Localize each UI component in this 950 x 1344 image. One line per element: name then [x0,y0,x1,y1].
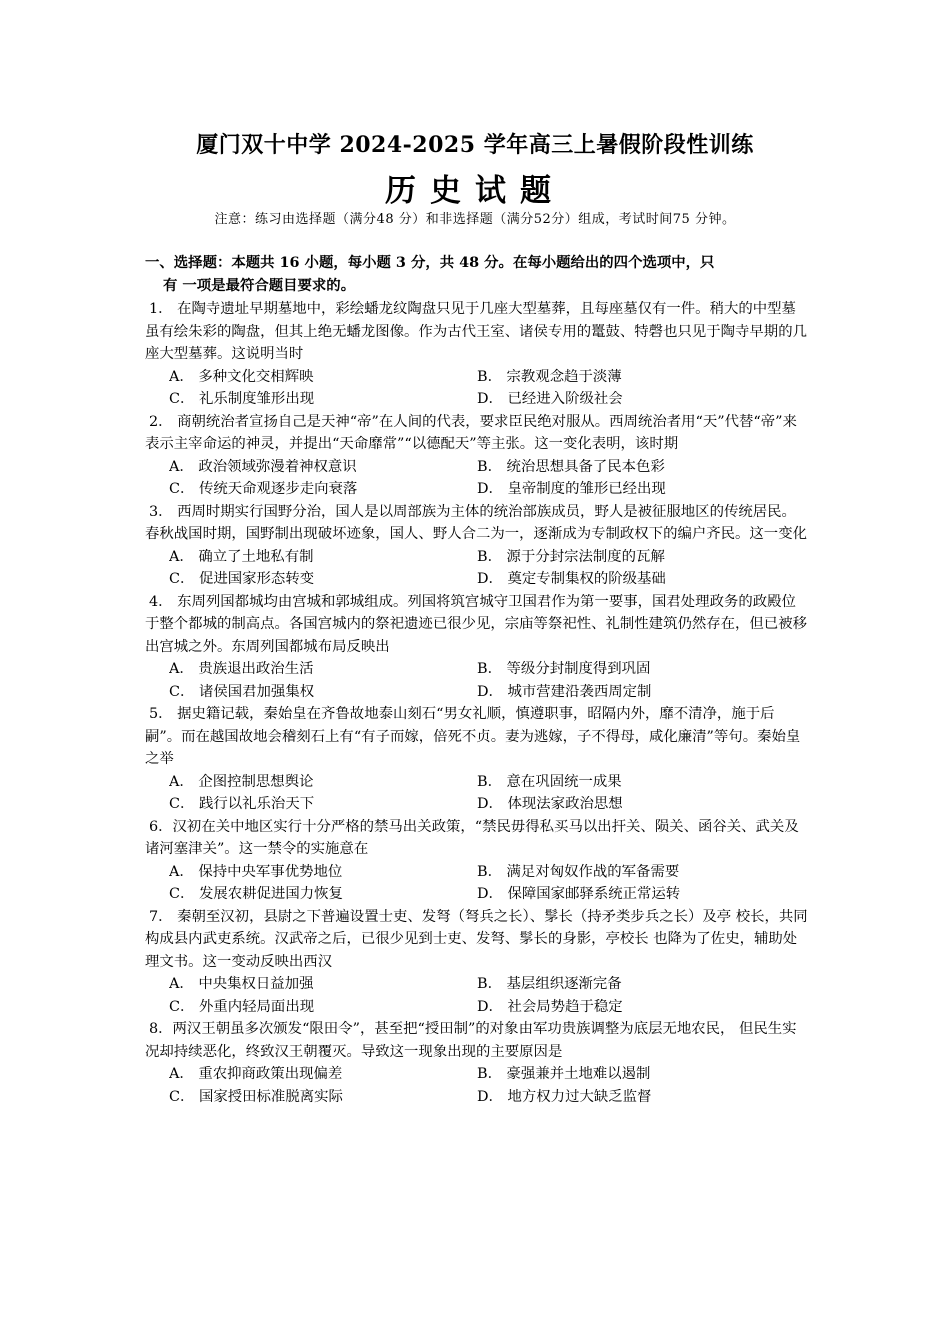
exam-notice: 注意：练习由选择题（满分48 分）和非选择题（满分52分）组成，考试时间75 分钟。 [214,212,736,227]
option-b: B． 宗教观念趋于淡薄 [477,368,622,385]
option-b: B． 等级分封制度得到巩固 [477,661,651,677]
option-grid [145,366,810,411]
option-c: C． 礼乐制度雏形出现 [169,391,315,407]
section-heading [145,252,810,297]
question-stem: 8．两汉王朝虽多次颁发“限田令”，甚至把“授田制”的对象由军功贵族调整为底层无地农民， 但民生实况却持续恶化，终致汉王朝覆灭。导致这一现象出现的主要原因是 [145,1021,797,1060]
question-5 [145,703,810,816]
option-c: C． 发展农耕促进国力恢复 [169,886,343,902]
question-1 [145,298,810,411]
question-stem: 6．汉初在关中地区实行十分严格的禁马出关政策，“禁民毋得私买马以出扞关、陨关、函谷关、武关及诸河塞津关”。这一禁令的实施意在 [145,818,799,857]
question-3 [145,501,810,591]
option-d: D． 体现法家政治思想 [477,796,623,812]
option-d: D． 皇帝制度的雏形已经出现 [477,481,666,497]
option-a: A． 企图控制思想舆论 [169,773,314,790]
option-c: C． 促进国家形态转变 [169,571,315,587]
question-list [145,298,810,1108]
option-c: C． 国家授田标准脱离实际 [169,1088,343,1105]
question-stem: 1． 在陶寺遗址早期墓地中，彩绘蟠龙纹陶盘只见于几座大型墓葬，且每座墓仅有一件。稍大的中型墓虽有绘朱彩的陶盘，但其上绝无蟠龙图像。作为古代王室、诸侯专用的鼍鼓、特磬也只见于陶寺早期的几座大型墓葬。这说明当时 [145,301,807,362]
option-grid [145,1063,810,1108]
exam-subject: 历史试题 [385,173,565,209]
option-c: C． 践行以礼乐治天下 [169,796,315,812]
option-a: A． 保持中央军事优势地位 [169,863,343,880]
option-a: A． 多种文化交相辉映 [169,368,314,385]
option-d: D． 保障国家邮驿系统正常运转 [477,886,681,902]
option-a: A． 确立了土地私有制 [169,548,314,565]
question-stem: 5． 据史籍记载，秦始皇在齐鲁故地泰山刻石“男女礼顺，慎遵职事，昭隔内外，靡不清净，施于后嗣”。而在越国故地会稽刻石上有“有子而嫁，倍死不贞。妻为逃嫁，子不得母，咸化廉清”等句。秦始皇之举 [145,706,801,767]
option-a: A． 重农抑商政策出现偏差 [169,1066,343,1082]
question-stem: 7． 秦朝至汉初，县尉之下普遍设置士吏、发弩（弩兵之长）、髳长（持矛类步兵之长）及亭 校长，共同构成县内武吏系统。汉武帝之后，已很少见到士吏、发弩、髳长的身影，亭校长 也降为了佐史，辅助处理文书。这一变动反映出西汉 [145,908,808,970]
option-grid [145,771,810,816]
option-a: A． 贵族退出政治生活 [169,661,314,677]
option-a: A． 政治领域弥漫着神权意识 [169,458,357,475]
option-grid [145,456,810,501]
option-d: D． 城市营建沿袭西周定制 [477,683,652,700]
option-grid [145,546,810,591]
option-a: A． 中央集权日益加强 [169,976,314,992]
question-6 [145,816,810,906]
option-b: B． 基层组织逐渐完备 [477,976,622,992]
option-b: B． 意在巩固统一成果 [477,773,622,790]
option-b: B． 源于分封宗法制度的瓦解 [477,548,665,565]
question-stem: 3． 西周时期实行国野分治，国人是以周部族为主体的统治部族成员，野人是被征服地区的传统居民。春秋战国时期，国野制出现破坏迹象，国人、野人合二为一，逐渐成为专制政权下的编户齐民。这一变化 [145,503,807,542]
exam-title: 厦门双十中学 2024-2025 学年高三上暑假阶段性训练 [196,132,754,158]
option-grid [145,861,810,906]
exam-content [145,252,810,1108]
option-c: C． 外重内轻局面出现 [169,998,315,1015]
option-d: D． 地方权力过大缺乏监督 [477,1088,652,1105]
section-heading-line2: 有 一项是最符合题目要求的。 [163,276,356,294]
option-b: B． 豪强兼并土地难以遏制 [477,1066,651,1082]
option-grid [145,973,810,1018]
option-c: C． 诸侯国君加强集权 [169,683,315,700]
question-2 [145,411,810,501]
question-stem: 2． 商朝统治者宣扬自己是天神“帝”在人间的代表，要求臣民绝对服从。西周统治者用“天”代替“帝”来表示主宰命运的神灵，并提出“天命靡常”“以德配天”等主张。这一变化表明，该时期 [145,413,797,452]
option-d: D． 社会局势趋于稳定 [477,998,623,1015]
question-7 [145,906,810,1019]
question-4 [145,591,810,704]
option-grid [145,658,810,703]
question-8 [145,1018,810,1108]
option-c: C． 传统天命观逐步走向衰落 [169,481,358,497]
section-heading-line1: 一、选择题：本题共 16 小题，每小题 3 分，共 48 分。在每小题给出的四个选项中，只 [145,254,715,271]
option-d: D． 奠定专制集权的阶级基础 [477,571,666,587]
option-d: D． 已经进入阶级社会 [477,391,623,407]
option-b: B． 满足对匈奴作战的军备需要 [477,863,680,880]
question-stem: 4． 东周列国都城均由宫城和郭城组成。列国将筑宫城守卫国君作为第一要事，国君处理政务的政殿位于整个都城的制高点。各国宫城内的祭祀遗迹已很少见，宗庙等祭祀性、礼制性建筑仍然存在，但已被移出宫城之外。东周列国都城布局反映出 [145,593,807,655]
option-b: B． 统治思想具备了民本色彩 [477,458,665,475]
